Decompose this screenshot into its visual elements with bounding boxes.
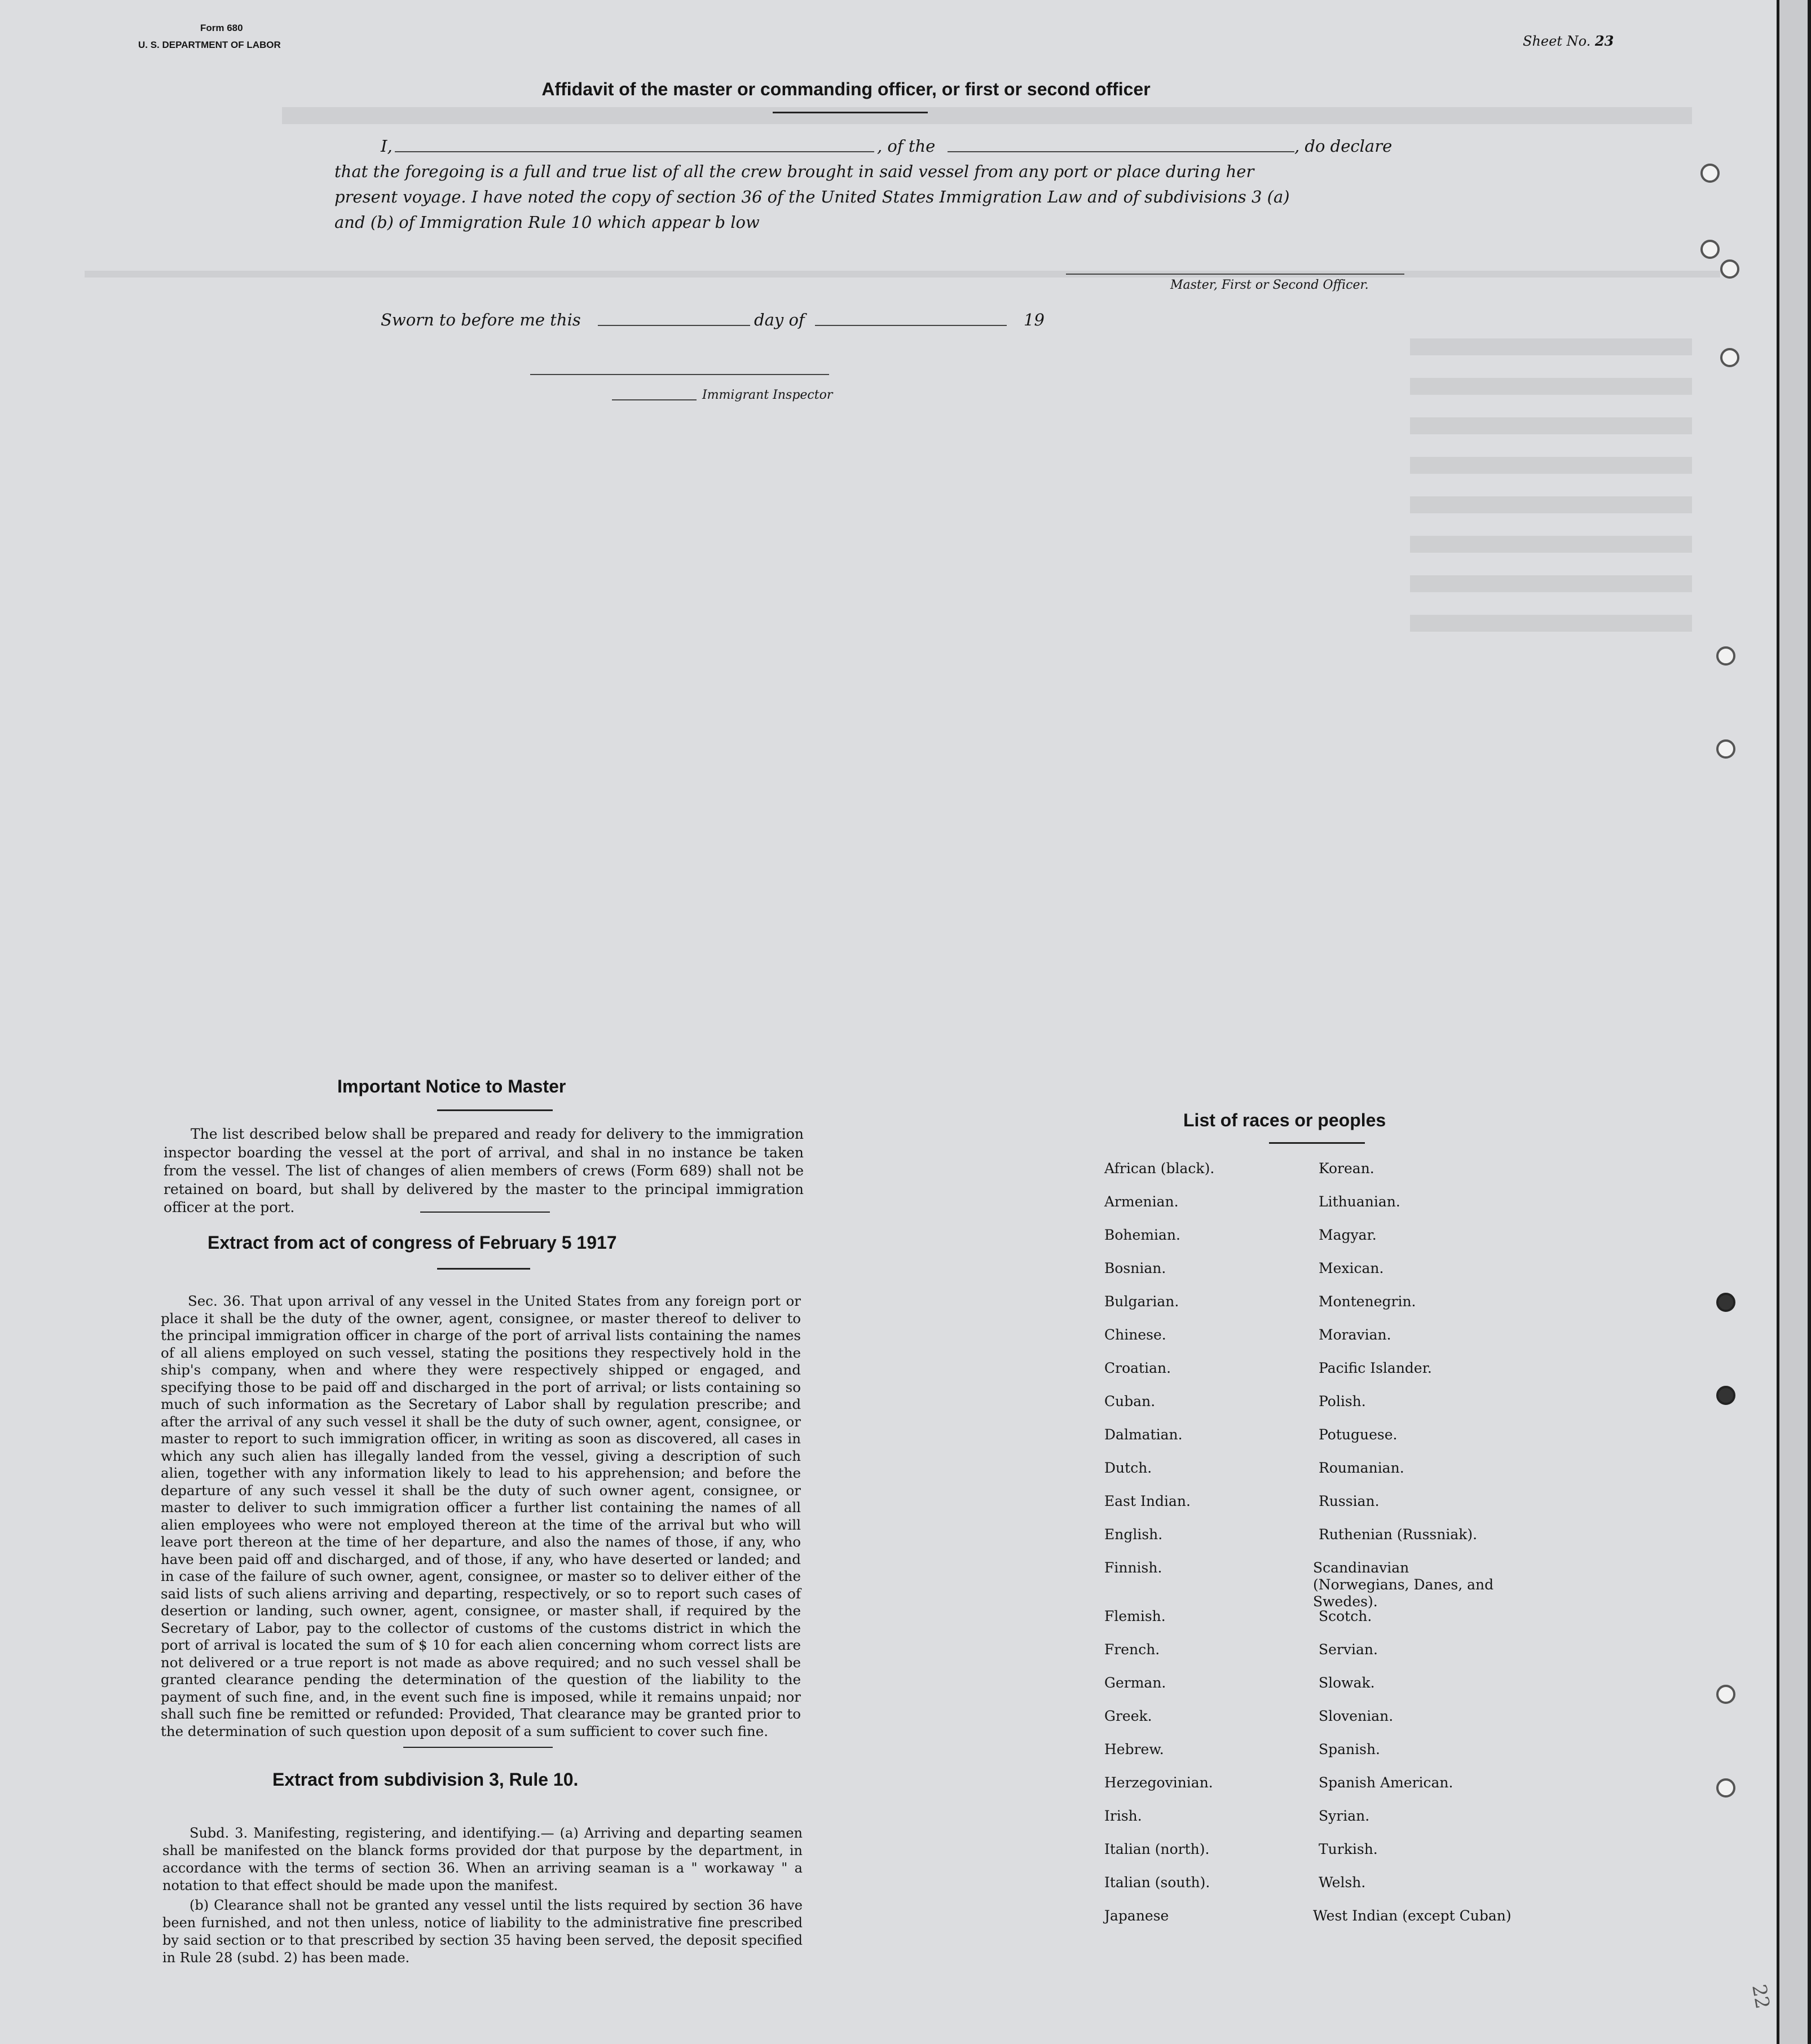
race-item: West Indian (except Cuban) bbox=[1313, 1908, 1512, 1924]
signature-label: Master, First or Second Officer. bbox=[1170, 278, 1369, 292]
notice-title: Important Notice to Master bbox=[337, 1076, 566, 1096]
name-blank[interactable] bbox=[395, 151, 874, 152]
race-item: English. bbox=[1104, 1526, 1163, 1543]
race-item: Spanish. bbox=[1319, 1741, 1381, 1757]
race-item: East Indian. bbox=[1104, 1493, 1191, 1509]
punch-hole bbox=[1716, 1685, 1735, 1704]
notice-text: The list described below shall be prepared and ready for delivery to the immigration inspector boarding the vessel at the port of arrival, and shal in no instance be taken from the vessel. The list of changes of alien members of crews (Form 689) shall not be retained on board, but shall by delivered by the master to the principal immigration officer at the port. bbox=[164, 1126, 804, 1215]
affidavit-line: that the foregoing is a full and true list of all the crew brought in said vessel from any port or place during her bbox=[334, 162, 1254, 181]
race-item: Greek. bbox=[1104, 1708, 1152, 1724]
race-item: Scotch. bbox=[1319, 1608, 1372, 1624]
signature-line[interactable] bbox=[1066, 274, 1404, 275]
department: U. S. DEPARTMENT OF LABOR bbox=[138, 39, 281, 50]
race-item: Moravian. bbox=[1319, 1327, 1391, 1343]
inspector-line[interactable] bbox=[530, 374, 829, 375]
race-item: Syrian. bbox=[1319, 1808, 1370, 1824]
race-item: Turkish. bbox=[1319, 1841, 1378, 1857]
race-item: Ruthenian (Russniak). bbox=[1319, 1526, 1478, 1543]
rule-title: Extract from subdivision 3, Rule 10. bbox=[272, 1769, 579, 1790]
race-item: Mexican. bbox=[1319, 1260, 1384, 1276]
sheet-number: 23 bbox=[1594, 33, 1614, 49]
margin-note: 22 bbox=[1747, 1983, 1774, 2011]
race-item: Spanish American. bbox=[1319, 1774, 1453, 1791]
race-item: Dalmatian. bbox=[1104, 1426, 1183, 1443]
punch-hole bbox=[1720, 259, 1739, 279]
act-divider bbox=[403, 1747, 553, 1748]
punch-hole bbox=[1716, 1293, 1735, 1312]
sworn-year: 19 bbox=[1024, 310, 1045, 329]
punch-hole bbox=[1716, 1778, 1735, 1798]
race-item: Potuguese. bbox=[1319, 1426, 1398, 1443]
race-item: Bulgarian. bbox=[1104, 1293, 1179, 1310]
sworn-text: Sworn to before me this bbox=[381, 310, 581, 329]
page-edge bbox=[1779, 0, 1808, 2044]
races-title: List of races or peoples bbox=[1183, 1110, 1386, 1130]
race-item: Slovenian. bbox=[1319, 1708, 1394, 1724]
sworn-month-blank[interactable] bbox=[815, 325, 1007, 326]
sheet-label: Sheet No. 23 bbox=[1523, 33, 1614, 49]
race-item: African (black). bbox=[1104, 1160, 1215, 1177]
act-title: Extract from act of congress of February 5 1917 bbox=[208, 1232, 617, 1253]
act-text: Sec. 36. That upon arrival of any vessel in the United States from any foreign port or place it shall be the duty of the owner, agent, consignee, or master thereof to deliver to the principal immigration officer in charge of the port of arrival lists containing the names of all aliens employed on such vessel, stating the positions they respectively hold in the ship's company, when and where they were respectively shipped or engaged, and specifying those to be paid off and discharged in the port of arrival; or lists containing so much of such information as the Secretary of Labor shall by regulation prescribe; and after the arrival of any such vessel it shall be the duty of such owner, agent, consignee, or master to report to such immigration officer, in writing as soon as discovered, all cases in which any such alien has illegally landed from the vessel, giving a description of such alien, together with any information likely to lead to his apprehension; and before the departure of any such vessel it shall be the duty of such owner agent, consignee, or master to deliver to such immigration officer a further list containing the names of all alien employees who were not employed thereon at the time of the arrival but who will leave port thereon at the time of her departure, and also the names of those, if any, who have been paid off and discharged, and of those, if any, who have deserted or landed; and in case of the failure of such owner, agent, consignee, or master so to deliver either of the said lists of such aliens arriving and departing, respectively, or so to report such cases of desertion or landing, such owner, agent, consignee, or master shall, if required by the Secretary of Labor, pay to the collector of customs of the customs district in which the port of arrival is located the sum of $ 10 for each alien concerning whom correct lists are not delivered or a true report is not made as above required; and no such vessel shall be granted clearance pending the determination of the question of the liability to the payment of such fine, and, in the event such fine is imposed, while it remains unpaid; nor shall such fine be remitted or refunded: Provided, That clearance may be granted prior to the determination of such question upon deposit of a sum sufficient to cover such fine. bbox=[161, 1293, 801, 1739]
race-item: Flemish. bbox=[1104, 1608, 1166, 1624]
punch-hole bbox=[1716, 739, 1735, 759]
form-number: Form 680 bbox=[200, 23, 243, 33]
race-item: Welsh. bbox=[1319, 1874, 1366, 1891]
punch-hole bbox=[1700, 240, 1720, 259]
inspector-line-short bbox=[612, 399, 697, 400]
race-item: Japanese bbox=[1104, 1908, 1169, 1924]
race-item: Herzegovinian. bbox=[1104, 1774, 1213, 1791]
vessel-blank[interactable] bbox=[948, 151, 1294, 152]
race-item: Bohemian. bbox=[1104, 1227, 1180, 1243]
race-item: Roumanian. bbox=[1319, 1460, 1404, 1476]
race-item: Irish. bbox=[1104, 1808, 1142, 1824]
act-underline bbox=[437, 1268, 530, 1270]
affidavit-of-the: , of the bbox=[877, 136, 936, 156]
race-item: Montenegrin. bbox=[1319, 1293, 1416, 1310]
race-item: Slowak. bbox=[1319, 1675, 1375, 1691]
race-item: Chinese. bbox=[1104, 1327, 1166, 1343]
sworn-day-of: day of bbox=[754, 310, 805, 329]
punch-hole bbox=[1716, 646, 1735, 666]
title-underline bbox=[773, 112, 928, 113]
race-item: Korean. bbox=[1319, 1160, 1374, 1177]
affidavit-title: Affidavit of the master or commanding officer, or first or second officer bbox=[541, 79, 1151, 99]
race-item: Pacific Islander. bbox=[1319, 1360, 1432, 1376]
punch-hole bbox=[1720, 348, 1739, 367]
affidavit-line: present voyage. I have noted the copy of section 36 of the United States Immigration Law and of subdivisions 3 (a) bbox=[334, 187, 1290, 206]
race-item: Bosnian. bbox=[1104, 1260, 1166, 1276]
race-item: Magyar. bbox=[1319, 1227, 1377, 1243]
affidavit-line: and (b) of Immigration Rule 10 which appear b low bbox=[334, 213, 760, 232]
race-item: Dutch. bbox=[1104, 1460, 1152, 1476]
rule-para-b: (b) Clearance shall not be granted any vessel until the lists required by section 36 have been furnished, and not then unless, notice of liability to the administrative fine prescribed by said section or to that prescribed by section 35 having been served, the deposit specified in Rule 28 (subd. 2) has been made. bbox=[162, 1897, 803, 1966]
race-item: Armenian. bbox=[1104, 1193, 1179, 1210]
race-item: French. bbox=[1104, 1641, 1160, 1658]
inspector-label: Immigrant Inspector bbox=[702, 388, 833, 402]
race-item: Finnish. bbox=[1104, 1560, 1162, 1576]
notice-underline bbox=[437, 1109, 553, 1111]
notice-divider bbox=[420, 1212, 550, 1213]
affidavit-line-start: I, bbox=[381, 136, 393, 156]
race-item: German. bbox=[1104, 1675, 1166, 1691]
race-item: Croatian. bbox=[1104, 1360, 1171, 1376]
punch-hole bbox=[1700, 164, 1720, 183]
race-item: Cuban. bbox=[1104, 1393, 1156, 1409]
race-item: Lithuanian. bbox=[1319, 1193, 1400, 1210]
affidavit-do-declare: , do declare bbox=[1294, 136, 1393, 156]
punch-hole bbox=[1716, 1386, 1735, 1405]
race-item: Italian (north). bbox=[1104, 1841, 1210, 1857]
race-item: Russian. bbox=[1319, 1493, 1380, 1509]
rule-para-a: Subd. 3. Manifesting, registering, and identifying.— (a) Arriving and departing seamen shall be manifested on the blanck forms provided dor that purpose by the department, in accordance with the terms of section 36. When an arriving seaman is a " workaway " a notation to that effect should be made upon the manifest. bbox=[162, 1825, 803, 1893]
race-item: Scandinavian (Norwegians, Danes, and Swedes). bbox=[1313, 1560, 1494, 1610]
sworn-day-blank[interactable] bbox=[598, 325, 750, 326]
races-underline bbox=[1269, 1142, 1365, 1144]
race-item: Italian (south). bbox=[1104, 1874, 1210, 1891]
race-item: Servian. bbox=[1319, 1641, 1378, 1658]
race-item: Polish. bbox=[1319, 1393, 1366, 1409]
race-item: Hebrew. bbox=[1104, 1741, 1164, 1757]
